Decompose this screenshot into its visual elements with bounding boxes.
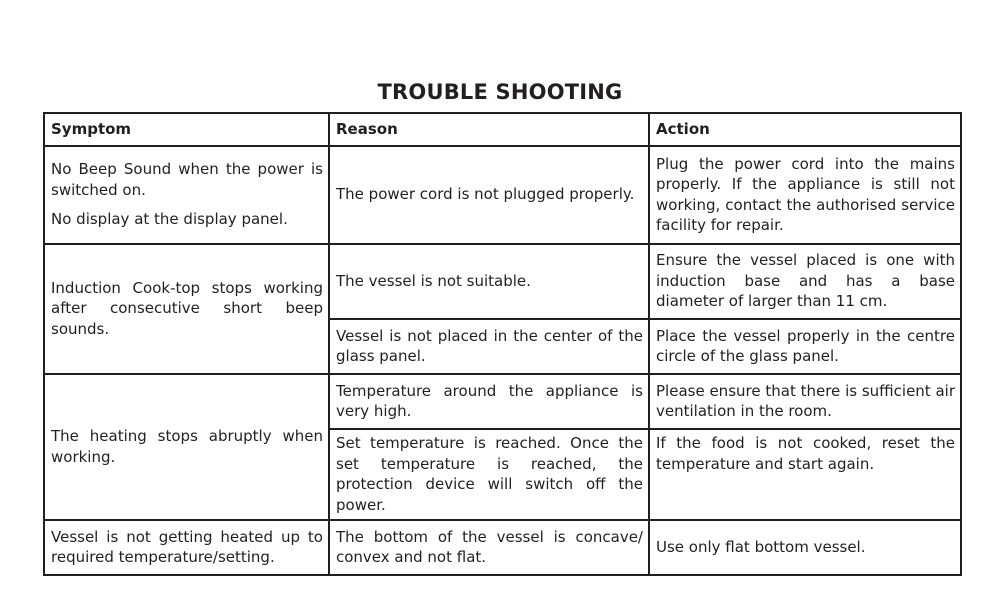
table-row <box>44 244 961 319</box>
action-header: Action <box>649 113 961 146</box>
symptom-cell <box>44 374 329 520</box>
symptom-cell <box>44 520 329 575</box>
action-cell: If the food is not cooked, reset the temperature and start again. <box>649 429 961 520</box>
page-title: TROUBLE SHOOTING <box>377 80 623 104</box>
symptom-header: Symptom <box>44 113 329 146</box>
reason-cell: The bottom of the vessel is concave/ convex and not flat. <box>329 520 649 575</box>
symptom-text: No display at the display panel. <box>51 210 288 229</box>
action-cell: Place the vessel properly in the centre circle of the glass panel. <box>649 319 961 374</box>
reason-cell: Set temperature is reached. Once the set temperature is reached, the protection device will switch off the power. <box>329 429 649 520</box>
table-row <box>44 520 961 575</box>
table-row <box>44 146 961 244</box>
reason-cell: Temperature around the appliance is very high. <box>329 374 649 429</box>
symptom-text: Induction Cook-top stops working after consecutive short beep sounds. <box>51 278 323 338</box>
symptom-cell <box>44 146 329 244</box>
table-header-row <box>44 113 961 146</box>
reason-cell: The power cord is not plugged properly. <box>329 146 649 244</box>
symptom-text: The heating stops abruptly when working. <box>51 427 323 466</box>
reason-cell: Vessel is not placed in the center of the glass panel. <box>329 319 649 374</box>
reason-header: Reason <box>329 113 649 146</box>
action-cell: Please ensure that there is sufficient air ventilation in the room. <box>649 374 961 429</box>
table-row <box>44 374 961 429</box>
action-cell: Use only flat bottom vessel. <box>649 520 961 575</box>
reason-cell: The vessel is not suitable. <box>329 244 649 319</box>
symptom-text: No Beep Sound when the power is switched on. <box>51 160 323 199</box>
action-cell: Ensure the vessel placed is one with induction base and has a base diameter of larger than 11 cm. <box>649 244 961 319</box>
action-cell: Plug the power cord into the mains properly. If the appliance is still not working, contact the authorised service facility for repair. <box>649 146 961 244</box>
troubleshooting-table <box>43 112 962 576</box>
symptom-text: Vessel is not getting heated up to required temperature/setting. <box>51 527 323 566</box>
symptom-cell <box>44 244 329 374</box>
